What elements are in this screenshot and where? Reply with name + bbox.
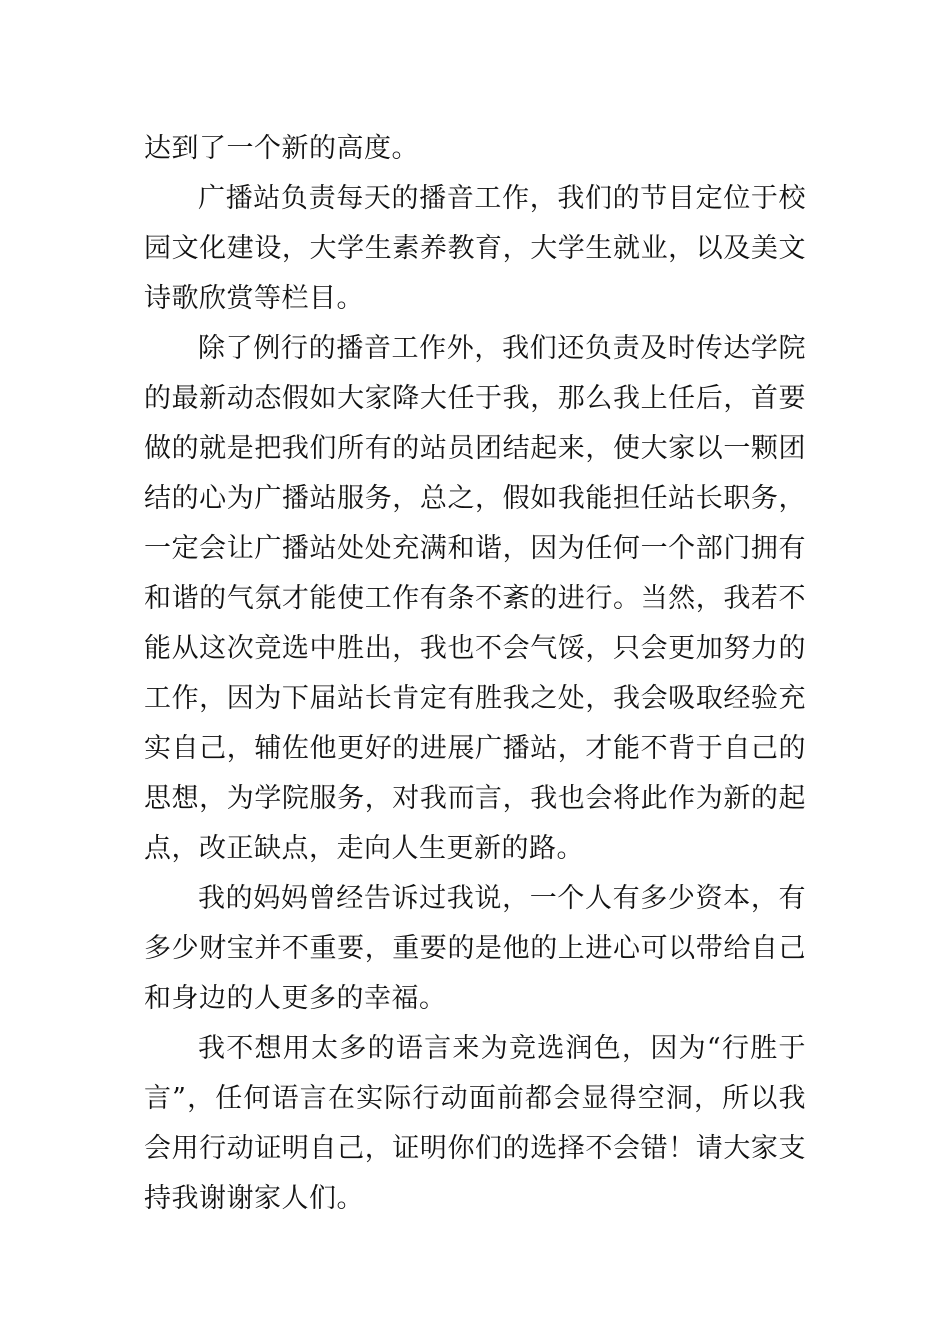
paragraph-3: 除了例行的播音工作外，我们还负责及时传达学院的最新动态假如大家降大任于我，那么我上任后，首要做的就是把我们所有的站员团结起来，使大家以一颗团结的心为广播站服务，总之，假如我能担任站长职务，一定会让广播站处处充满和谐，因为任何一个部门拥有和谐的气氛才能使工作有条不紊的进行。当然，我若不能从这次竞选中胜出，我也不会气馁，只会更加努力的工作，因为下届站长肯定有胜我之处，我会吸取经验充实自己，辅佐他更好的进展广播站，才能不背于自己的思想，为学院服务，对我而言，我也会将此作为新的起点，改正缺点，走向人生更新的路。	[144, 333, 806, 864]
paragraph-1: 达到了一个新的高度。	[144, 133, 419, 164]
paragraph-5: 我不想用太多的语言来为竞选润色，因为“行胜于言”，任何语言在实际行动面前都会显得空洞，所以我会用行动证明自己，证明你们的选择不会错！请大家支持我谢谢家人们。	[144, 1033, 806, 1214]
paragraph-4: 我的妈妈曾经告诉过我说，一个人有多少资本，有多少财宝并不重要，重要的是他的上进心可以带给自己和身边的人更多的幸福。	[144, 883, 806, 1014]
paragraph-2: 广播站负责每天的播音工作，我们的节目定位于校园文化建设，大学生素养教育，大学生就业，以及美文诗歌欣赏等栏目。	[144, 183, 806, 314]
document-body	[144, 124, 806, 1224]
